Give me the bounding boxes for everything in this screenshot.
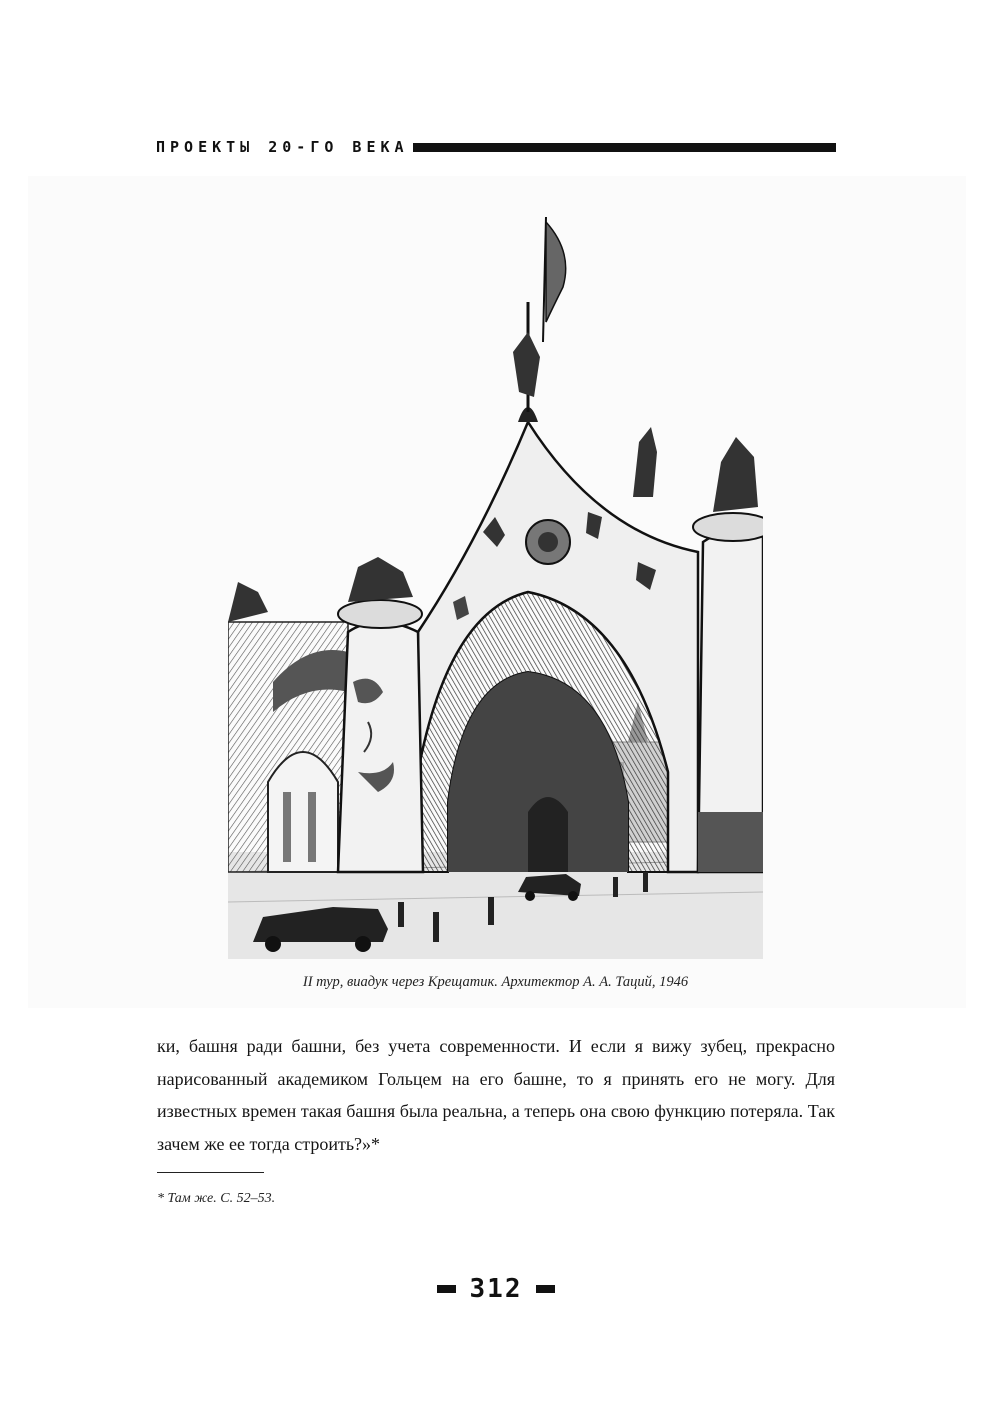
running-header <box>156 138 836 156</box>
triumphal-arch-illustration <box>228 212 763 959</box>
left-tower <box>338 557 423 872</box>
footnote-rule <box>157 1172 264 1173</box>
body-paragraph: ки, башня ради башни, без учета современности. И если я вижу зубец, прекрасно нарисованный академиком Гольцем на его башне, то я принять его не могу. Для известных времен такая башня была реальна, а теперь она свою функцию потеряла. Так зачем же ее тогда строить?»* <box>157 1036 835 1154</box>
main-arch <box>418 217 698 872</box>
folio-dash-right <box>536 1285 555 1293</box>
left-arch-building <box>228 582 348 872</box>
running-header-bar <box>413 143 836 152</box>
folio-dash-left <box>437 1285 456 1293</box>
figure-caption: II тур, виадук через Крещатик. Архитектор А. А. Таций, 1946 <box>302 974 689 990</box>
running-header-title: ПРОЕКТЫ 20-ГО ВЕКА <box>156 138 409 156</box>
page-number: 312 <box>469 1274 523 1304</box>
footnote: * Там же. С. 52–53. <box>157 1191 276 1206</box>
page-number-block <box>420 1274 572 1304</box>
body-text <box>157 1030 835 1160</box>
